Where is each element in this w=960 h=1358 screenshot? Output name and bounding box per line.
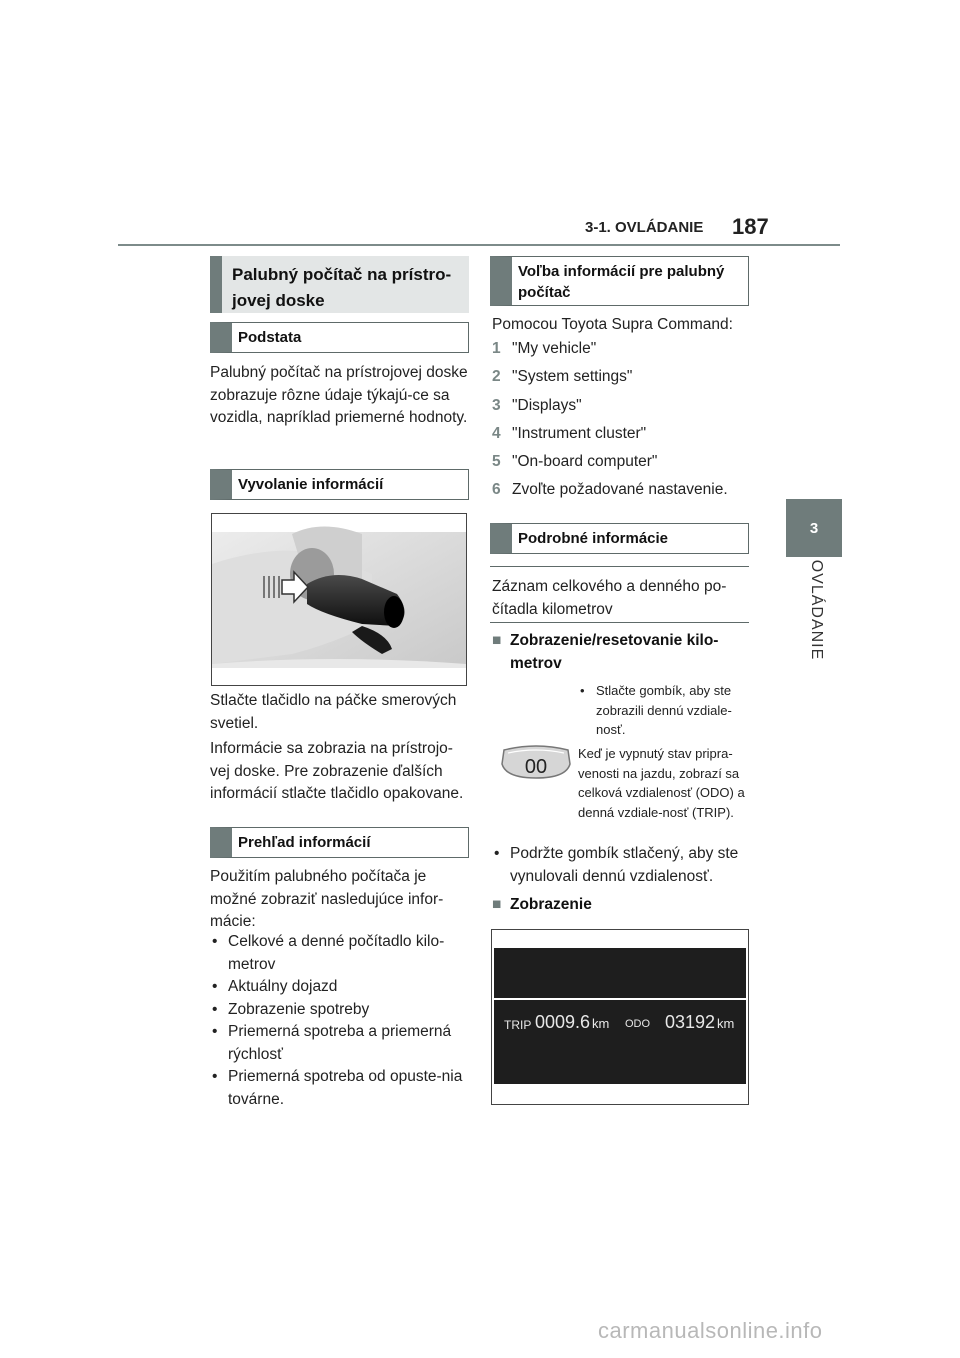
heading-vyvolanie: Vyvolanie informácií <box>210 469 469 500</box>
paragraph-supra-command: Pomocou Toyota Supra Command: <box>492 316 733 333</box>
paragraph-info-shown: Informácie sa zobrazia na prístrojo-vej doske. Pre zobrazenie ďalších informácií stlačte tlačidlo opakovane. <box>210 740 464 802</box>
odo-value: 03192 <box>665 1012 716 1032</box>
paragraph-podstata: Palubný počítač na prístrojovej doske zobrazuje rôzne údaje týkajú-ce sa vozidla, napríklad priemerné hodnoty. <box>210 364 468 426</box>
trip-value: 0009.6 <box>535 1012 591 1032</box>
section-title-main: Palubný počítač na prístro- jovej doske <box>210 256 469 313</box>
square-bullet-icon: ■ <box>492 632 502 649</box>
knob-label: 00 <box>524 756 548 778</box>
paragraph-readiness-note: Keď je vypnutý stav pripra-venosti na jazdu, zobrazí sa celková vzdialenosť (ODO) a denná vzdiale-nosť (TRIP). <box>578 746 745 820</box>
square-bullet-icon: ■ <box>492 896 502 913</box>
paragraph-odometer-record: Záznam celkového a denného po-čítadla kilometrov <box>492 578 727 618</box>
odometer-knob-icon <box>500 744 572 782</box>
paragraph-prehlad: Použitím palubného počítača je možné zobraziť nasledujúce infor-mácie: <box>210 868 444 930</box>
step-item: 2 "System settings" <box>492 368 633 386</box>
list-item: • Zobrazenie spotreby <box>210 999 472 1022</box>
chapter-tab-label: OVLÁDANIE <box>808 559 825 661</box>
bullet-reset <box>492 843 754 888</box>
step-item: 6 Zvoľte požadované nastavenie. <box>492 481 728 499</box>
step-item: 5 "On-board computer" <box>492 453 658 471</box>
display-readout <box>494 1000 746 1084</box>
trip-unit: km <box>592 1016 610 1031</box>
display-top-band <box>494 948 746 998</box>
heading-prehlad: Prehľad informácií <box>210 827 469 858</box>
cluster-display <box>491 929 749 1105</box>
subheading-reset: ■ Zobrazenie/resetovanie kilo-metrov <box>492 632 719 672</box>
odo-label: ODO <box>625 1018 651 1030</box>
step-item: 1 "My vehicle" <box>492 340 597 357</box>
list-item: • Stlačte gombík, aby ste zobrazili dennú vzdiale-nosť. <box>578 681 750 740</box>
chapter-heading: 3-1. OVLÁDANIE <box>585 219 704 236</box>
bullet-show-trip <box>578 681 750 740</box>
list-item: • Aktuálny dojazd <box>210 976 472 999</box>
stalk-illustration <box>211 513 467 686</box>
heading-podstata: Podstata <box>210 322 469 353</box>
page-number: 187 <box>732 214 769 239</box>
subheading-display: ■ Zobrazenie <box>492 894 754 917</box>
watermark: carmanualsonline.info <box>598 1318 823 1343</box>
list-item: • Priemerná spotreba od opuste-nia továrne. <box>210 1066 472 1111</box>
list-item: • Priemerná spotreba a priemerná rýchlosť <box>210 1021 472 1066</box>
list-item: • Podržte gombík stlačený, aby ste vynulovali dennú vzdialenosť. <box>492 843 754 888</box>
header-rule <box>118 244 840 246</box>
divider <box>490 566 749 567</box>
heading-volba: Voľba informácií pre palubný počítač <box>490 256 749 306</box>
steps-list <box>492 335 754 505</box>
turn-signal-stalk-image <box>212 514 466 685</box>
info-list <box>210 931 472 1111</box>
chapter-tab: 3 <box>786 499 842 557</box>
step-item: 3 "Displays" <box>492 396 582 414</box>
trip-label: TRIP <box>504 1018 532 1032</box>
heading-podrobne: Podrobné informácie <box>490 523 749 554</box>
odo-unit: km <box>717 1016 735 1031</box>
divider <box>490 622 749 623</box>
paragraph-press-button: Stlačte tlačidlo na páčke smerových svetiel. <box>210 692 457 732</box>
list-item: • Celkové a denné počítadlo kilo-metrov <box>210 931 472 976</box>
step-item: 4 "Instrument cluster" <box>492 424 647 442</box>
